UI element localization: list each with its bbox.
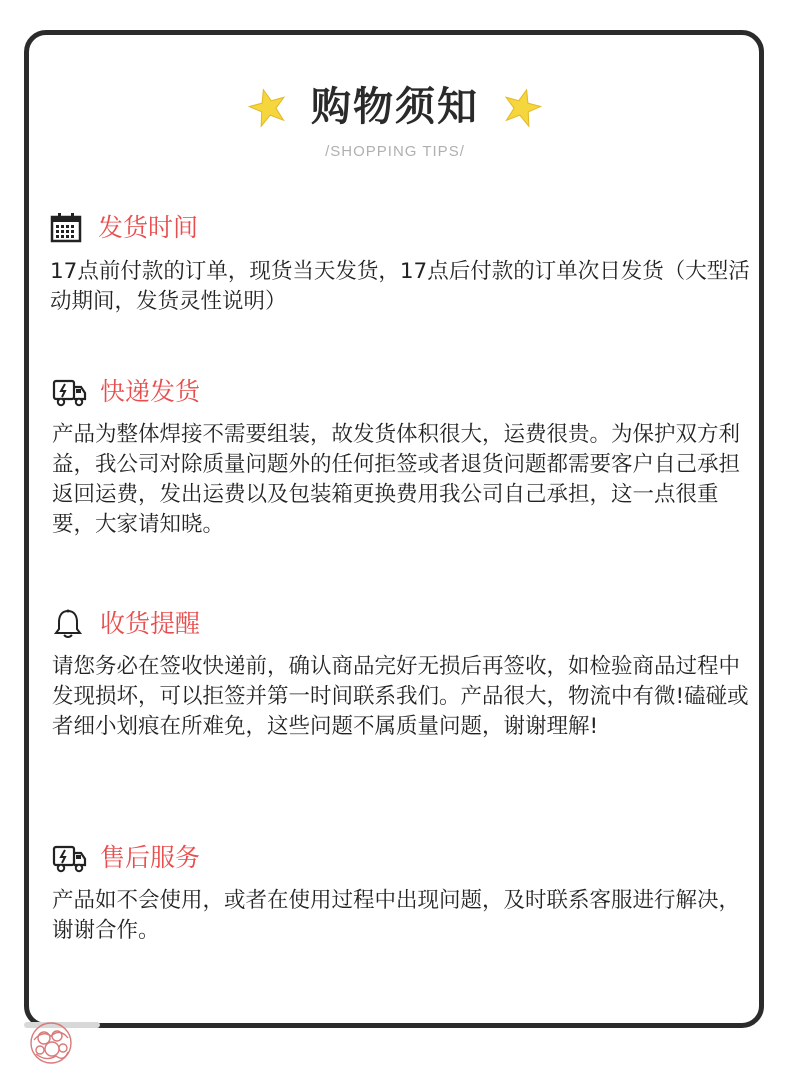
title-row [0,82,790,132]
section-title: 售后服务 [100,843,201,872]
bell-icon [52,608,88,640]
section-header [52,840,752,876]
delivery-truck-icon [52,842,88,874]
section-title: 快递发货 [100,377,201,406]
section-body: 产品如不会使用，或者在使用过程中出现问题，及时联系客服进行解决，谢谢合作。 [52,888,741,943]
delivery-truck-icon [52,376,88,408]
section-body: 产品为整体焊接不需要组装，故发货体积很大，运费很贵。为保护双方利益，我公司对除质量问题外的任何拒签或者退货问题都需要客户自己承担返回运费，发出运费以及包装箱更换费用我公司自己承担，这一点很重要，大家请知晓。 [52,422,741,537]
section-body: 请您务必在签收快递前，确认商品完好无损后再签收，如检验商品过程中发现损坏，可以拒签并第一时间联系我们。产品很大，物流中有微!磕碰或者细小划痕在所难免，这些问题不属质量问题，谢谢理解! [52,654,749,739]
section-body: 17点前付款的订单，现货当天发货，17点后付款的订单次日发货（大型活动期间，发货灵性说明） [50,259,750,314]
star-right-icon [501,86,543,128]
decorative-stamp-icon [22,1018,80,1068]
section-receipt-reminder [52,606,752,742]
calendar-icon [50,212,86,244]
section-express-delivery [52,374,752,540]
page-subtitle: /SHOPPING TIPS/ [325,143,465,160]
page-title: 购物须知 [311,84,479,130]
star-left-icon [247,86,289,128]
section-header [50,210,750,246]
section-header [52,606,752,642]
section-header [52,374,752,410]
section-title: 收货提醒 [100,609,201,638]
section-title: 发货时间 [98,213,199,242]
section-shipping-time [50,210,750,317]
section-after-sales [52,840,752,946]
